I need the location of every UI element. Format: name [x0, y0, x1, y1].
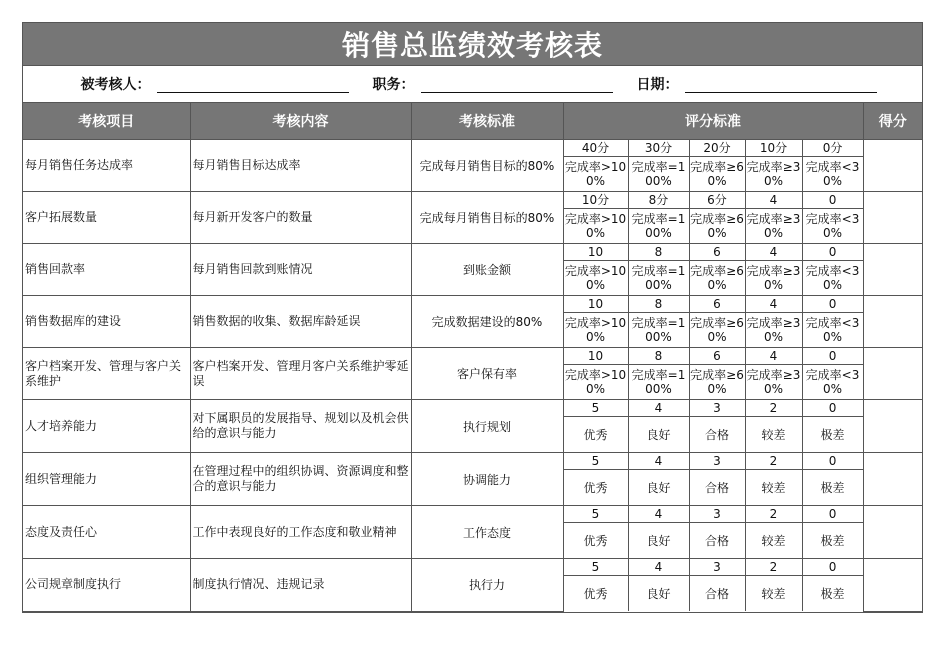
score-criterion: 优秀: [563, 470, 628, 506]
score-cell[interactable]: [863, 453, 922, 506]
score-points: 20分: [689, 140, 745, 157]
score-points: 10: [563, 244, 628, 261]
assessment-content: 对下属职员的发展指导、规划以及机会供给的意识与能力: [190, 400, 411, 453]
assessment-item: 销售数据库的建设: [23, 296, 190, 348]
score-criterion: 完成率<30%: [802, 365, 863, 400]
assessment-content: 客户档案开发、管理月客户关系维护零延误: [190, 348, 411, 400]
header-item: 考核项目: [23, 103, 190, 140]
score-points: 10分: [745, 140, 802, 157]
score-points: 4: [628, 559, 689, 576]
score-points: 5: [563, 559, 628, 576]
score-criterion: 极差: [802, 417, 863, 453]
score-points: 3: [689, 506, 745, 523]
score-criterion: 良好: [628, 417, 689, 453]
assessment-content: 每月新开发客户的数量: [190, 192, 411, 244]
assessment-sheet: [22, 22, 923, 613]
info-bar: [23, 66, 922, 103]
assessment-standard: 完成每月销售目标的80%: [411, 140, 563, 192]
score-cell[interactable]: [863, 348, 922, 400]
score-criterion: 完成率=100%: [628, 365, 689, 400]
table-row: [23, 400, 922, 417]
score-criterion: 较差: [745, 576, 802, 612]
assessment-standard: 客户保有率: [411, 348, 563, 400]
score-points: 6分: [689, 192, 745, 209]
score-points: 2: [745, 400, 802, 417]
score-points: 6: [689, 296, 745, 313]
score-points: 4: [745, 296, 802, 313]
assessment-standard: 执行力: [411, 559, 563, 612]
score-criterion: 完成率=100%: [628, 209, 689, 244]
score-criterion: 极差: [802, 470, 863, 506]
assessment-item: 人才培养能力: [23, 400, 190, 453]
assessment-item: 公司规章制度执行: [23, 559, 190, 612]
assessment-standard: 完成每月销售目标的80%: [411, 192, 563, 244]
score-cell[interactable]: [863, 559, 922, 612]
header-content: 考核内容: [190, 103, 411, 140]
assessment-content: 工作中表现良好的工作态度和敬业精神: [190, 506, 411, 559]
assessment-standard: 执行规划: [411, 400, 563, 453]
table-row: [23, 192, 922, 209]
score-points: 4: [745, 244, 802, 261]
score-criterion: 完成率>100%: [563, 365, 628, 400]
score-points: 0分: [802, 140, 863, 157]
table-row: [23, 296, 922, 313]
score-criterion: 极差: [802, 576, 863, 612]
score-points: 0: [802, 453, 863, 470]
score-criterion: 完成率>100%: [563, 157, 628, 192]
assessment-item: 客户拓展数量: [23, 192, 190, 244]
score-criterion: 较差: [745, 470, 802, 506]
assessment-content: 每月销售目标达成率: [190, 140, 411, 192]
score-criterion: 优秀: [563, 576, 628, 612]
score-points: 10: [563, 348, 628, 365]
score-criterion: 良好: [628, 523, 689, 559]
score-criterion: 良好: [628, 576, 689, 612]
score-criterion: 完成率≥30%: [745, 157, 802, 192]
score-criterion: 完成率>100%: [563, 313, 628, 348]
score-criterion: 完成率=100%: [628, 313, 689, 348]
score-points: 8: [628, 296, 689, 313]
table-row: [23, 453, 922, 470]
score-points: 10: [563, 296, 628, 313]
score-criterion: 较差: [745, 417, 802, 453]
header-standard: 考核标准: [411, 103, 563, 140]
score-criterion: 完成率=100%: [628, 157, 689, 192]
score-points: 6: [689, 348, 745, 365]
score-points: 2: [745, 559, 802, 576]
score-points: 4: [628, 453, 689, 470]
score-points: 8: [628, 244, 689, 261]
score-points: 0: [802, 506, 863, 523]
assessment-content: 每月销售回款到账情况: [190, 244, 411, 296]
assessment-content: 销售数据的收集、数据库龄延误: [190, 296, 411, 348]
score-cell[interactable]: [863, 192, 922, 244]
assessment-item: 每月销售任务达成率: [23, 140, 190, 192]
score-criterion: 优秀: [563, 523, 628, 559]
score-criterion: 合格: [689, 417, 745, 453]
score-criterion: 完成率>100%: [563, 209, 628, 244]
score-points: 3: [689, 453, 745, 470]
score-points: 40分: [563, 140, 628, 157]
assessment-item: 客户档案开发、管理与客户关系维护: [23, 348, 190, 400]
table-row: [23, 244, 922, 261]
score-criterion: 较差: [745, 523, 802, 559]
assessment-content: 制度执行情况、违规记录: [190, 559, 411, 612]
assessment-standard: 完成数据建设的80%: [411, 296, 563, 348]
assessment-standard: 到账金额: [411, 244, 563, 296]
score-cell[interactable]: [863, 244, 922, 296]
sheet-title: 销售总监绩效考核表: [23, 23, 922, 66]
position-label: 职务：: [372, 77, 415, 93]
score-criterion: 完成率≥30%: [745, 261, 802, 296]
score-points: 8: [628, 348, 689, 365]
assessment-content: 在管理过程中的组织协调、资源调度和整合的意识与能力: [190, 453, 411, 506]
score-criterion: 极差: [802, 523, 863, 559]
table-row: [23, 506, 922, 523]
table-row: [23, 140, 922, 157]
score-criterion: 完成率<30%: [802, 313, 863, 348]
score-points: 0: [802, 296, 863, 313]
assessment-standard: 协调能力: [411, 453, 563, 506]
score-criterion: 合格: [689, 576, 745, 612]
table-row: [23, 348, 922, 365]
assessment-item: 组织管理能力: [23, 453, 190, 506]
date-field[interactable]: [685, 76, 877, 93]
score-criterion: 完成率≥60%: [689, 313, 745, 348]
score-criterion: 完成率≥30%: [745, 365, 802, 400]
assessment-item: 销售回款率: [23, 244, 190, 296]
assessment-standard: 工作态度: [411, 506, 563, 559]
score-points: 4: [628, 506, 689, 523]
score-criterion: 完成率>100%: [563, 261, 628, 296]
score-criterion: 良好: [628, 470, 689, 506]
header-score: 得分: [863, 103, 922, 140]
score-points: 30分: [628, 140, 689, 157]
score-criterion: 完成率=100%: [628, 261, 689, 296]
score-criterion: 完成率≥30%: [745, 209, 802, 244]
score-points: 5: [563, 400, 628, 417]
score-points: 4: [628, 400, 689, 417]
score-points: 4: [745, 348, 802, 365]
score-points: 0: [802, 192, 863, 209]
score-points: 4: [745, 192, 802, 209]
score-points: 3: [689, 559, 745, 576]
score-criterion: 完成率≥30%: [745, 313, 802, 348]
assessment-item: 态度及责任心: [23, 506, 190, 559]
score-points: 6: [689, 244, 745, 261]
position-field[interactable]: [421, 76, 613, 93]
score-points: 8分: [628, 192, 689, 209]
score-points: 3: [689, 400, 745, 417]
assessee-label: 被考核人：: [80, 77, 151, 93]
score-criterion: 完成率<30%: [802, 157, 863, 192]
score-points: 10分: [563, 192, 628, 209]
score-criterion: 完成率<30%: [802, 209, 863, 244]
score-points: 2: [745, 506, 802, 523]
score-cell[interactable]: [863, 296, 922, 348]
header-row: [23, 103, 922, 140]
assessment-table: [23, 103, 922, 612]
score-points: 0: [802, 348, 863, 365]
table-row: [23, 559, 922, 576]
score-criterion: 完成率≥60%: [689, 157, 745, 192]
score-points: 0: [802, 400, 863, 417]
header-scoring: 评分标准: [563, 103, 863, 140]
score-criterion: 完成率≥60%: [689, 261, 745, 296]
score-criterion: 完成率≥60%: [689, 365, 745, 400]
assessee-field[interactable]: [157, 76, 349, 93]
score-points: 5: [563, 506, 628, 523]
score-cell[interactable]: [863, 400, 922, 453]
score-points: 0: [802, 559, 863, 576]
score-criterion: 优秀: [563, 417, 628, 453]
score-criterion: 合格: [689, 523, 745, 559]
score-criterion: 合格: [689, 470, 745, 506]
score-cell[interactable]: [863, 140, 922, 192]
score-points: 5: [563, 453, 628, 470]
score-criterion: 完成率<30%: [802, 261, 863, 296]
score-cell[interactable]: [863, 506, 922, 559]
score-criterion: 完成率≥60%: [689, 209, 745, 244]
score-points: 0: [802, 244, 863, 261]
date-label: 日期：: [636, 77, 679, 93]
score-points: 2: [745, 453, 802, 470]
